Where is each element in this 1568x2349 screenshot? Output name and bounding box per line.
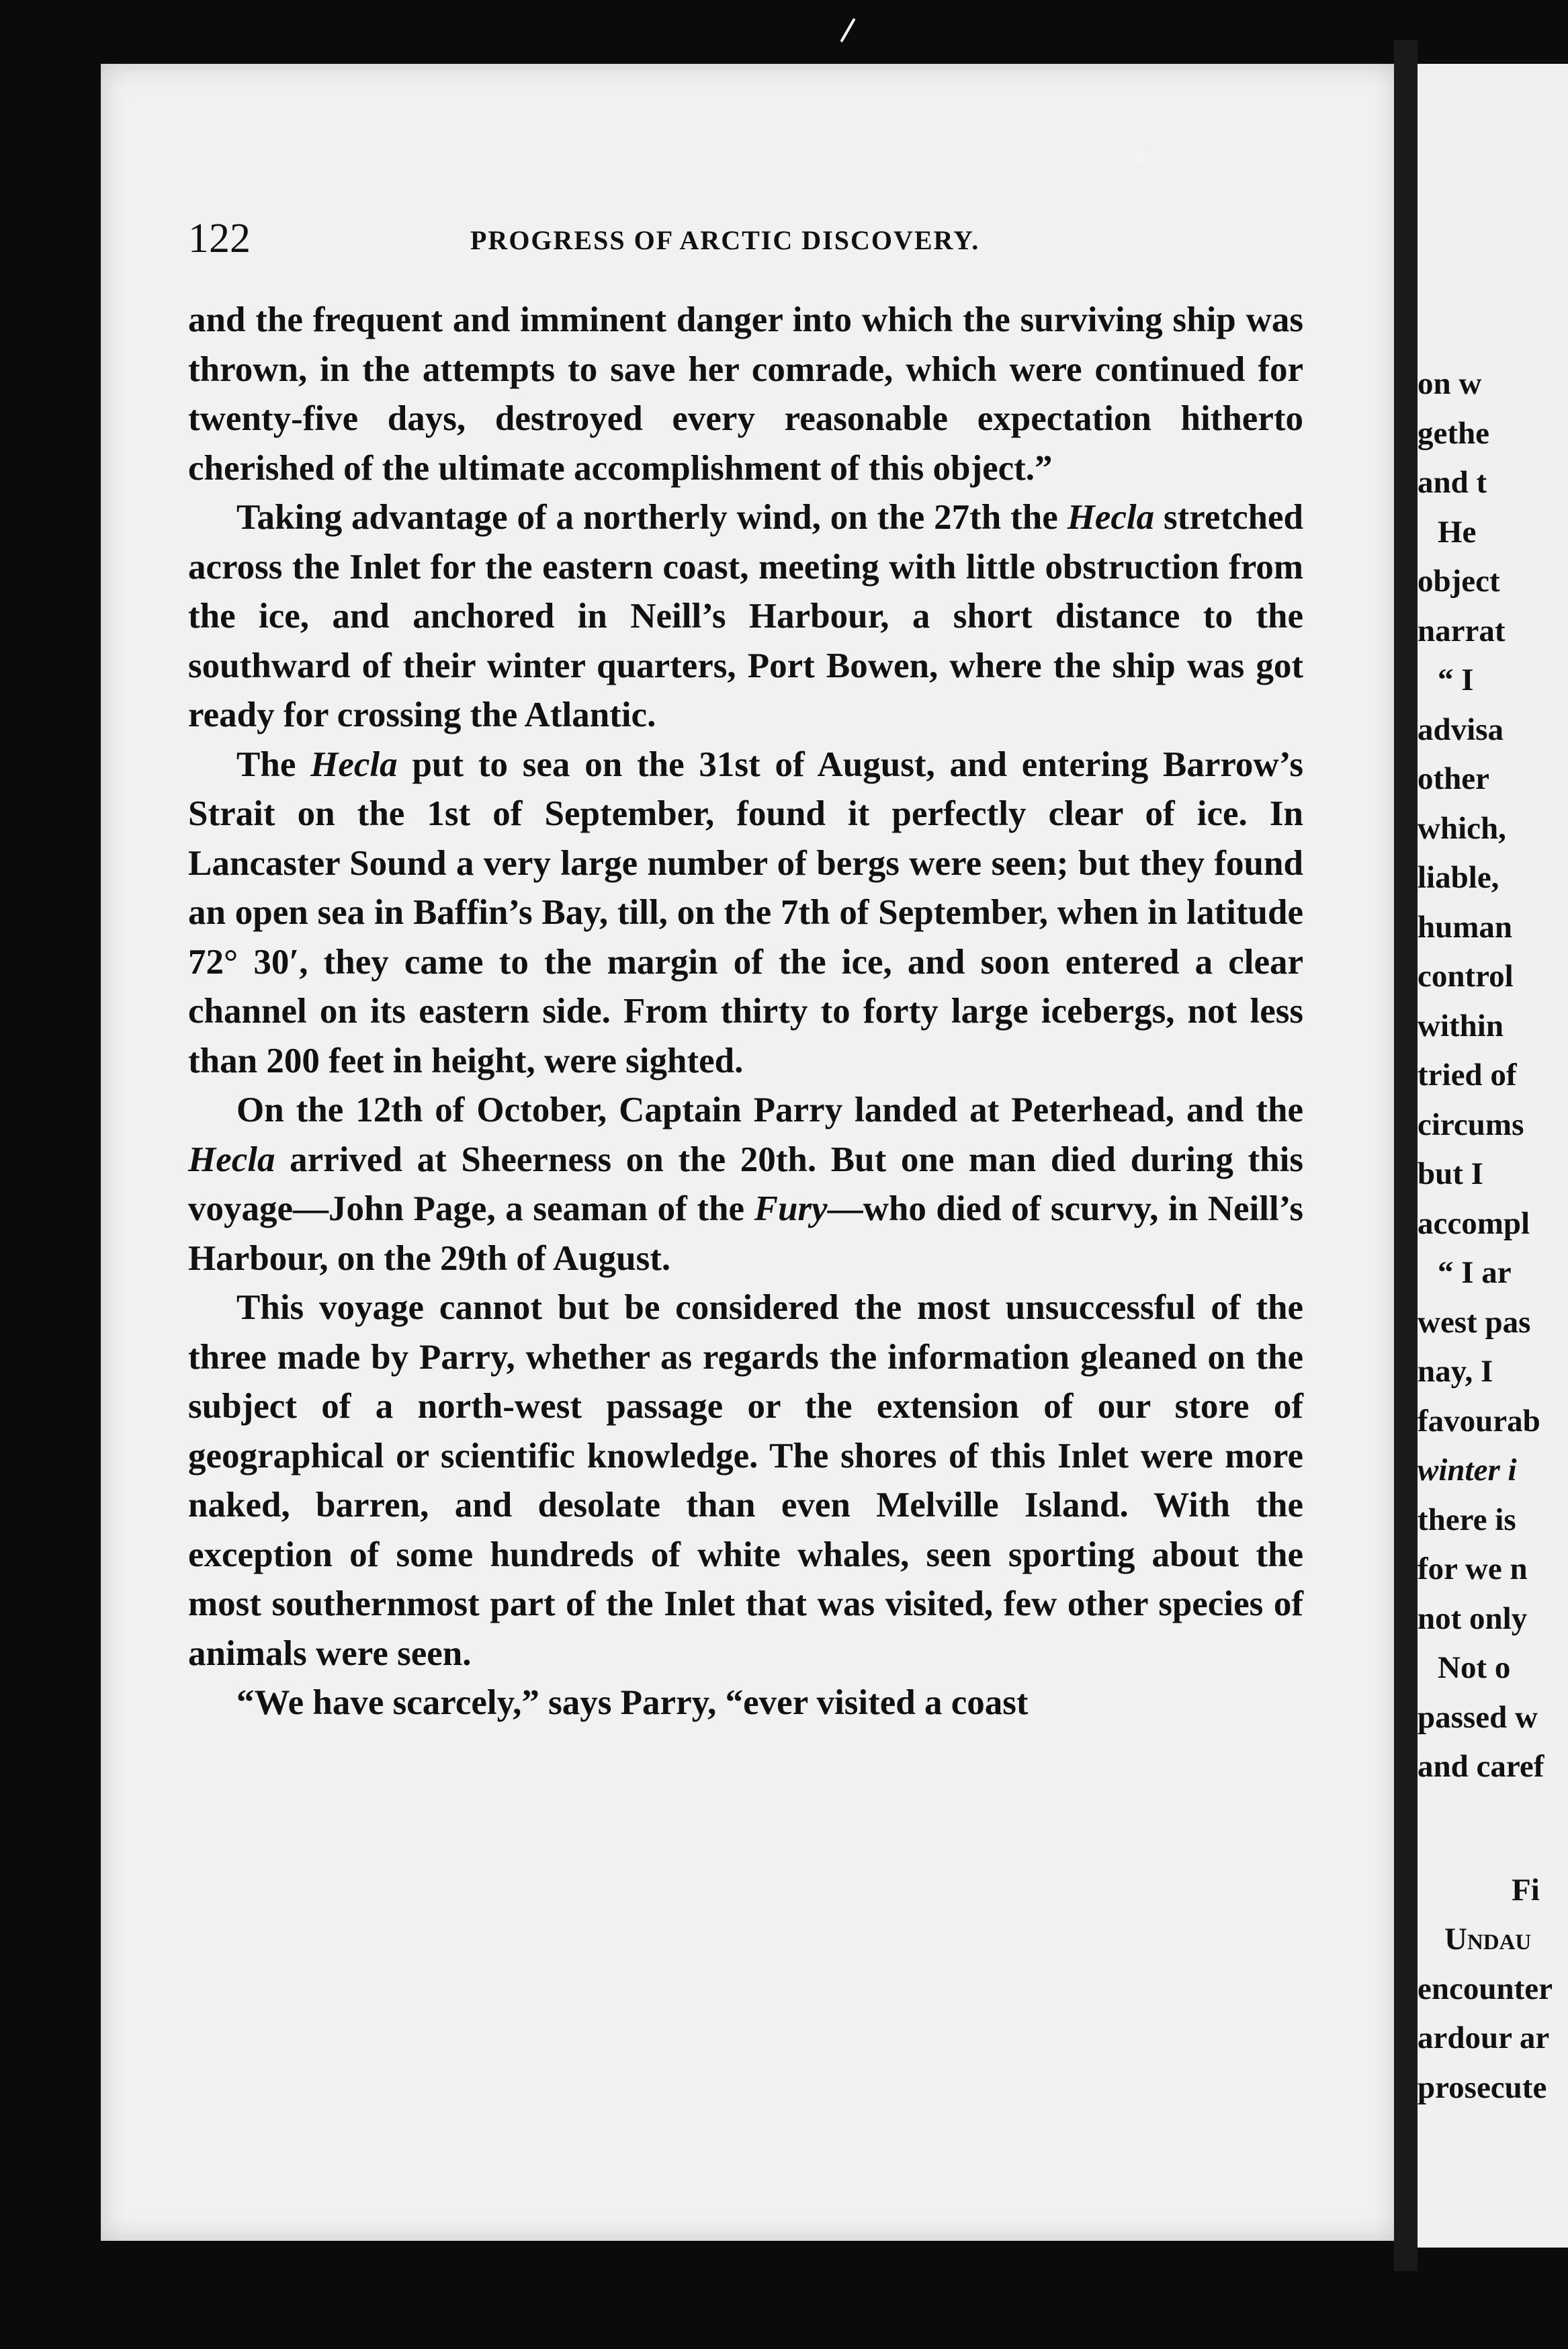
ship-name: Hecla	[1067, 498, 1155, 537]
facing-line: ardour ar	[1418, 2020, 1550, 2055]
facing-line: for we n	[1418, 1551, 1528, 1586]
paragraph: Taking advantage of a northerly wind, on the 27th the Hecla stretched across the Inlet for the eastern coast, meeting with little obstruction from the ice, and anchored in Neill’s Harbour, a short distance to the southward of their winter quarters, Port Bowen, where the ship was got ready for crossing the Atlantic.	[188, 498, 1303, 734]
facing-line: control	[1418, 959, 1514, 994]
facing-line: He	[1438, 514, 1477, 550]
facing-line: narrat	[1418, 613, 1506, 648]
paragraph: and the frequent and imminent danger into which the surviving ship was thrown, in the attempts to save her comrade, which were continued for twenty-five days, destroyed every reasonable expectation hitherto cherished of the ultimate accomplishment of this object.”	[188, 300, 1303, 488]
running-title: PROGRESS OF ARCTIC DISCOVERY.	[470, 225, 980, 255]
facing-line: “ I	[1438, 663, 1474, 697]
facing-line: and caref	[1418, 1749, 1544, 1784]
page-header	[188, 215, 1317, 269]
paragraph: This voyage cannot but be considered the most unsuccessful of the three made by Parry, whether as regards the information gleaned on the subject of a north-west passage or the extension of our store of geographical or scientific knowledge. The shores of this Inlet were more naked, barren, and desolate than even Melville Island. With the exception of some hundreds of white whales, seen sporting about the most southernmost part of the Inlet that was visited, few other species of animals were seen.	[188, 1288, 1303, 1673]
facing-line: object	[1418, 564, 1500, 599]
facing-line: nay, I	[1418, 1354, 1493, 1389]
facing-line: tried of	[1418, 1058, 1517, 1093]
facing-page-text	[1418, 359, 1568, 2112]
facing-line: passed w	[1418, 1699, 1538, 1735]
facing-line: Undau	[1444, 1922, 1532, 1957]
book-gutter	[1394, 40, 1418, 2271]
paragraph: “We have scarcely,” says Parry, “ever visited a coast	[236, 1683, 1029, 1722]
facing-line: advisa	[1418, 712, 1504, 747]
facing-line: other	[1418, 761, 1490, 796]
facing-line: and t	[1418, 465, 1487, 500]
facing-line: liable,	[1418, 860, 1499, 895]
ship-name: Hecla	[310, 744, 398, 784]
facing-line: west pas	[1418, 1304, 1531, 1340]
facing-line: encounter	[1418, 1971, 1553, 2006]
facing-line: prosecute	[1418, 2069, 1547, 2105]
facing-line: within	[1418, 1008, 1504, 1043]
facing-line: favourab	[1418, 1403, 1540, 1439]
facing-line: there is	[1418, 1502, 1516, 1537]
facing-line: winter i	[1418, 1453, 1517, 1488]
facing-line: but I	[1418, 1156, 1483, 1191]
facing-line: accompl	[1418, 1205, 1530, 1241]
facing-line: human	[1418, 909, 1513, 945]
ship-name: Fury	[754, 1189, 828, 1228]
facing-line: circums	[1418, 1107, 1524, 1142]
facing-line: not only	[1418, 1600, 1528, 1636]
facing-line: which,	[1418, 810, 1506, 846]
page-number: 122	[188, 216, 251, 261]
scan-speck	[1135, 151, 1145, 163]
facing-gap	[1418, 1792, 1568, 1866]
paragraph: On the 12th of October, Captain Parry landed at Peterhead, and the Hecla arrived at Sheerness on the 20th. But one man died during this voyage—John Page, a seaman of the Fury—who died of scurvy, in Neill’s Harbour, on the 29th of August.	[188, 1091, 1303, 1278]
facing-line: Not o	[1438, 1650, 1511, 1685]
paragraph: The Hecla put to sea on the 31st of August, and entering Barrow’s Strait on the 1st of September, found it perfectly clear of ice. In Lancaster Sound a very large number of bergs were seen; but they found an open sea in Baffin’s Bay, till, on the 7th of September, when in latitude 72° 30′, they came to the margin of the ice, and soon entered a clear channel on its eastern side. From thirty to forty large icebergs, not less than 200 feet in height, were sighted.	[188, 744, 1304, 1080]
ship-name: Hecla	[188, 1140, 275, 1179]
facing-line: gethe	[1418, 415, 1490, 451]
facing-line: “ I ar	[1438, 1255, 1512, 1290]
right-page	[1418, 64, 1568, 2248]
facing-line: on w	[1418, 366, 1482, 401]
body-text	[188, 296, 1303, 1728]
facing-heading: Fi	[1512, 1872, 1540, 1908]
